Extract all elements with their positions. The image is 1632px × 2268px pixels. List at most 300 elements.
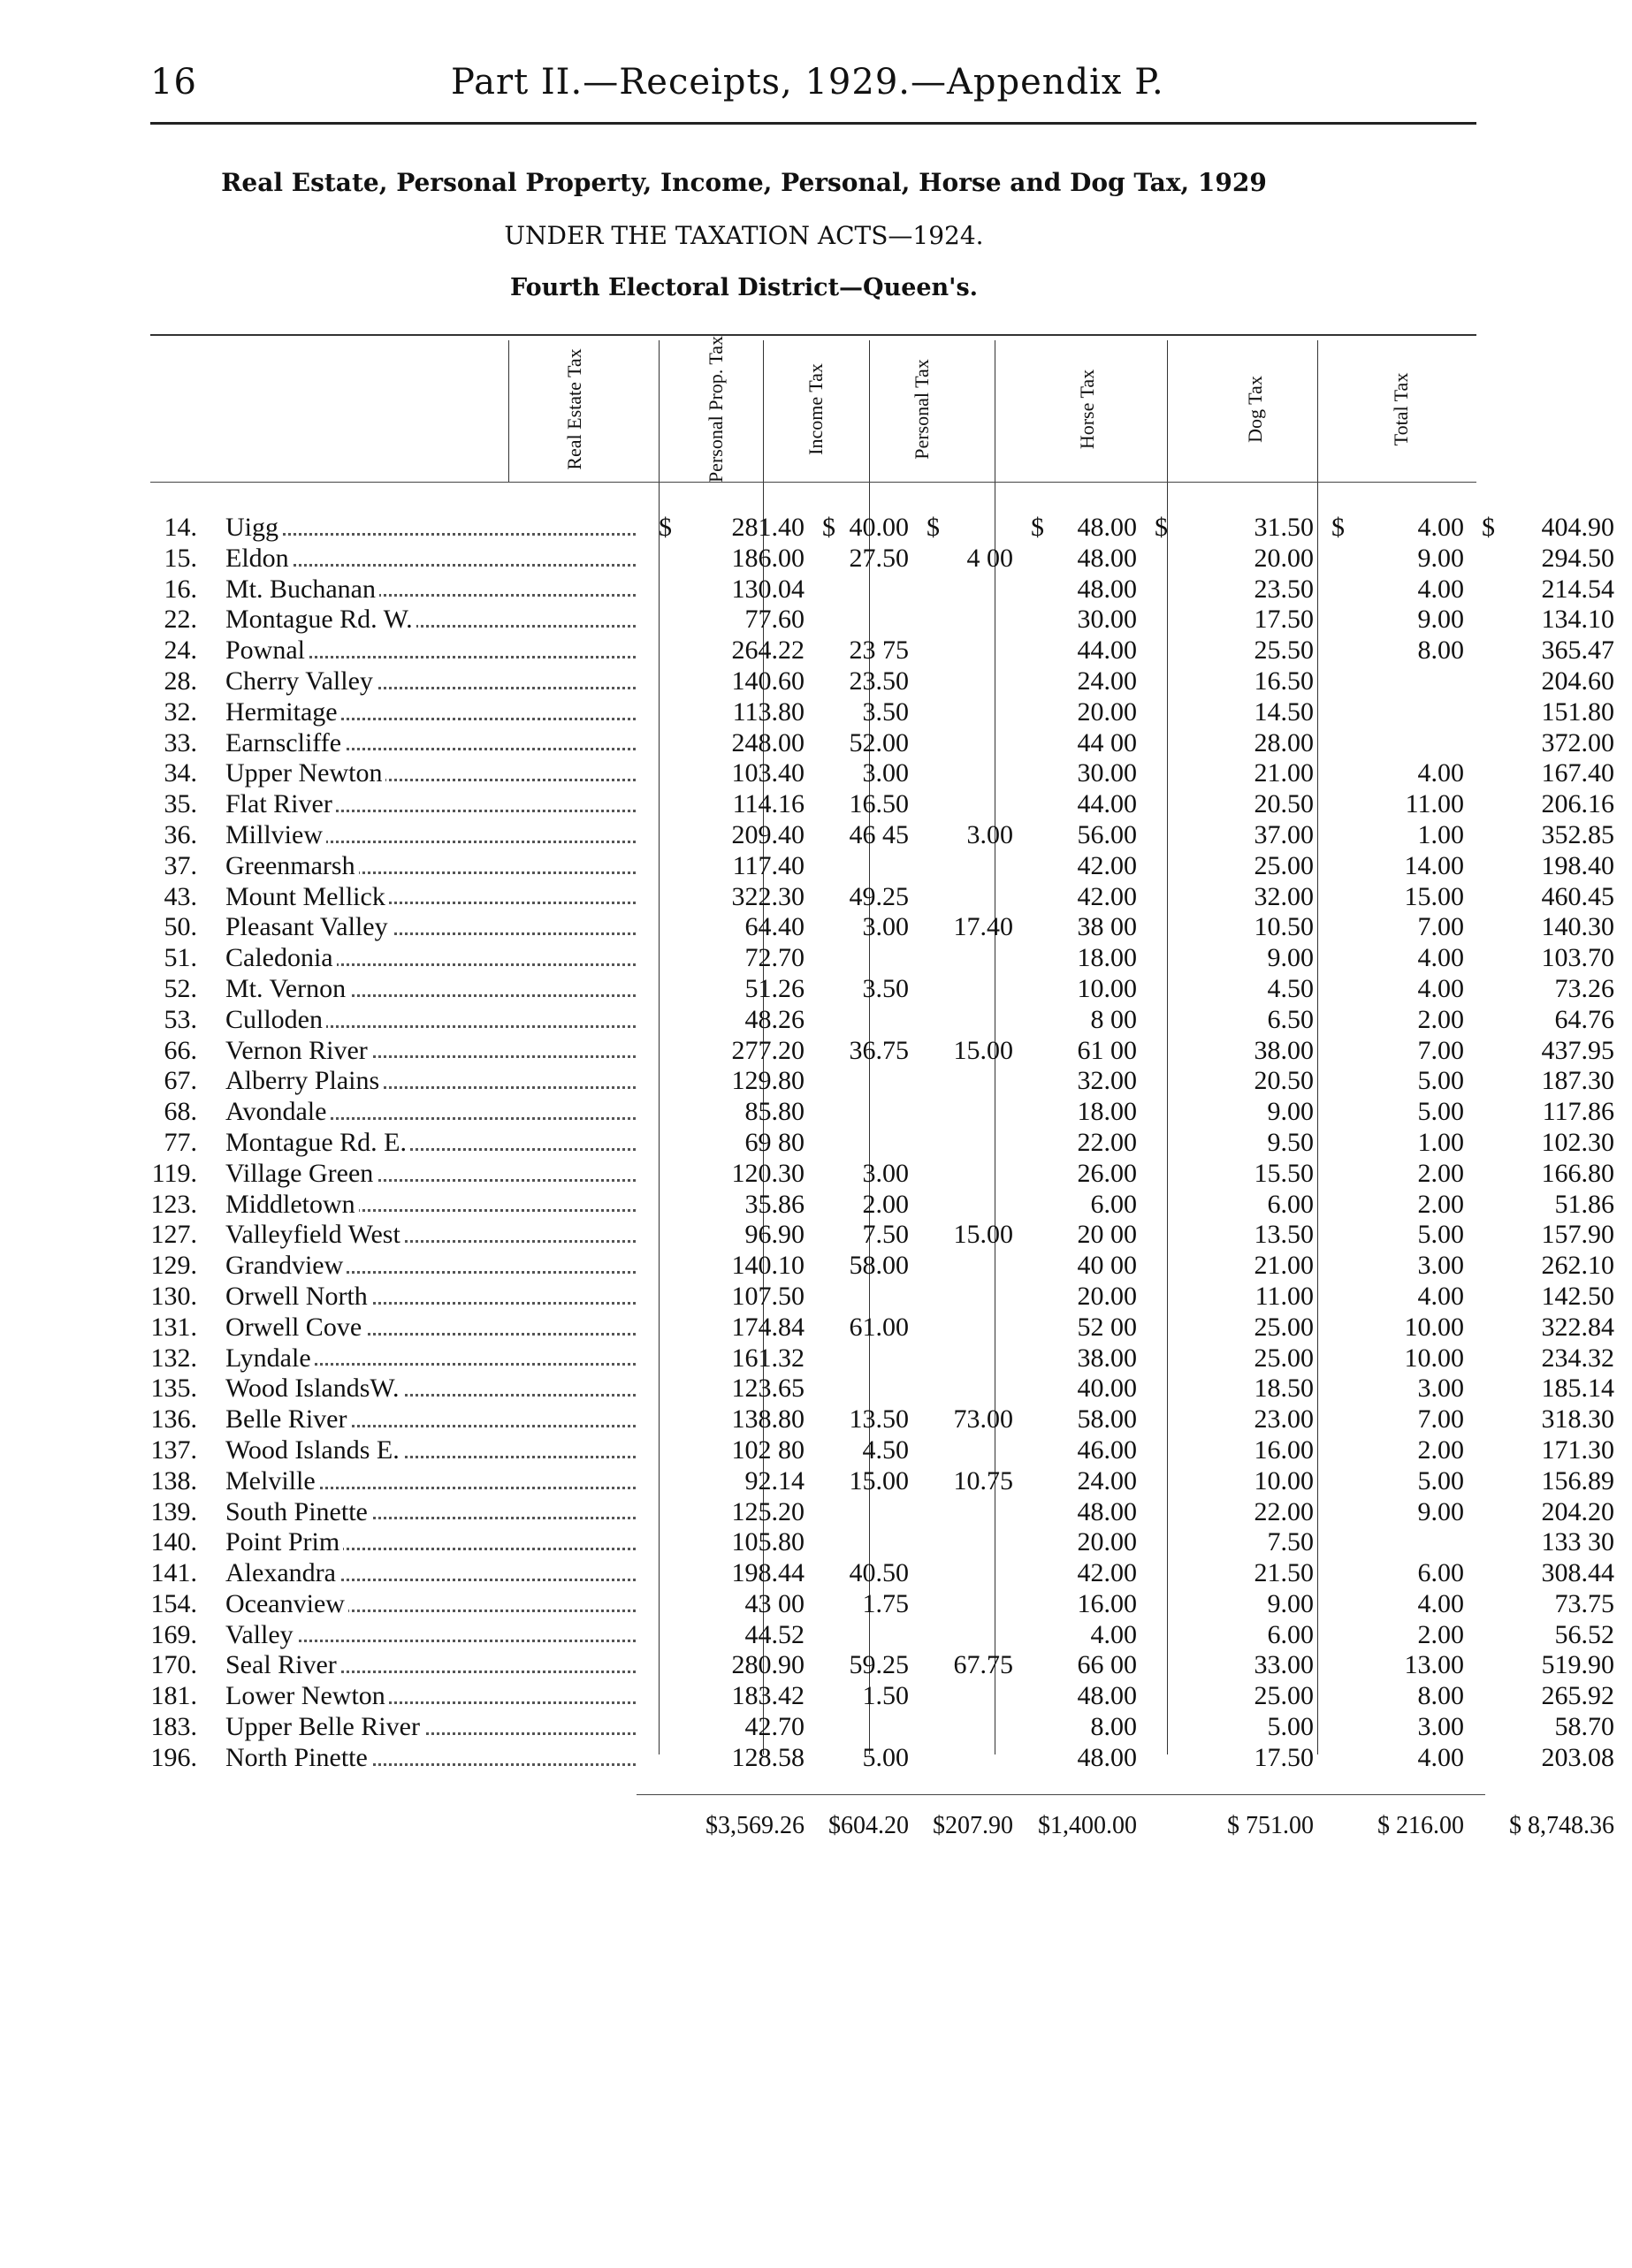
col-header-real-estate: Real Estate Tax (563, 347, 585, 470)
personal-prop-tax: 49.25 (849, 881, 909, 911)
district-name-cell (225, 1558, 641, 1589)
personal-tax: 61 00 (1077, 1035, 1137, 1065)
row-number: 129. (150, 1251, 197, 1281)
total-tax: 322.84 (1541, 1312, 1614, 1342)
district-name: Valleyfield West (225, 1220, 404, 1249)
income-tax: 3.00 (966, 819, 1013, 849)
district-name: Upper Belle River (225, 1712, 423, 1741)
real-estate-tax: 35.86 (744, 1189, 805, 1219)
table-row (146, 1496, 1614, 1528)
district-name-cell (225, 1159, 641, 1190)
table-row (146, 1558, 1614, 1589)
col-divider (508, 340, 509, 482)
row-number: 196. (150, 1742, 197, 1772)
real-estate-tax: 117.40 (732, 850, 805, 880)
row-number: 183. (150, 1712, 197, 1742)
personal-prop-tax: 40.50 (849, 1558, 909, 1588)
table-row (146, 1588, 1614, 1620)
horse-tax: 14.50 (1254, 696, 1314, 727)
table-row (146, 1004, 1614, 1036)
row-number: 132. (150, 1343, 197, 1373)
personal-tax: 26.00 (1077, 1158, 1137, 1188)
personal-tax: 30.00 (1077, 758, 1137, 788)
row-number: 50. (164, 912, 197, 942)
personal-tax: 20.00 (1077, 696, 1137, 727)
district-name-cell (225, 635, 641, 666)
personal-prop-tax: 40.00 (849, 513, 909, 542)
personal-tax: 8 00 (1090, 1004, 1137, 1034)
row-number: 67. (164, 1066, 197, 1096)
table-row (146, 635, 1614, 666)
total-tax: 142.50 (1541, 1281, 1614, 1311)
dog-tax: 4.00 (1417, 574, 1464, 604)
personal-tax: 24.00 (1077, 1465, 1137, 1496)
dollar-sign: $ (1031, 513, 1044, 542)
dog-tax: 4.00 (1417, 1281, 1464, 1311)
personal-prop-tax: 46 45 (849, 819, 909, 849)
horse-tax: 10.50 (1254, 912, 1314, 942)
income-tax: 15.00 (953, 1035, 1013, 1065)
dog-tax: 2.00 (1417, 1004, 1464, 1034)
real-estate-tax: 120.30 (731, 1158, 805, 1188)
total-tax: 103.70 (1541, 943, 1614, 973)
real-estate-tax: 69 80 (744, 1127, 805, 1157)
table-row (146, 1127, 1614, 1159)
real-estate-tax: 92.14 (744, 1465, 805, 1496)
real-estate-tax: 129.80 (731, 1066, 805, 1096)
horse-tax: 16.50 (1254, 666, 1314, 696)
personal-tax: 44 00 (1077, 727, 1137, 757)
personal-tax: 10.00 (1077, 973, 1137, 1003)
horse-tax: 25.00 (1254, 1343, 1314, 1373)
dog-tax: 4.00 (1417, 1742, 1464, 1772)
total-tax: 265.92 (1541, 1681, 1614, 1711)
district-name: Culloden (225, 1005, 326, 1034)
table-row (146, 912, 1614, 943)
personal-prop-tax: 61.00 (849, 1312, 909, 1342)
totals-rule (637, 1794, 1485, 1795)
income-tax: 67.75 (953, 1650, 1013, 1680)
income-tax: 17.40 (953, 912, 1013, 942)
dog-tax: 3.00 (1417, 1712, 1464, 1742)
personal-prop-tax: 7.50 (862, 1220, 909, 1250)
district-name-cell (225, 697, 641, 728)
personal-prop-tax: 3.00 (862, 1158, 909, 1188)
horse-tax: 4.50 (1267, 973, 1314, 1003)
total-tax: 140.30 (1541, 912, 1614, 942)
dog-tax: 5.00 (1417, 1097, 1464, 1127)
district-name: Valley (225, 1620, 297, 1649)
horse-tax: 7.50 (1267, 1527, 1314, 1557)
horse-tax: 17.50 (1254, 605, 1314, 635)
personal-tax: 44.00 (1077, 635, 1137, 666)
real-estate-tax: 186.00 (731, 543, 805, 573)
dog-tax: 7.00 (1417, 912, 1464, 942)
real-estate-tax: 42.70 (744, 1712, 805, 1742)
row-number: 28. (164, 666, 197, 696)
district-name: Pleasant Valley (225, 912, 392, 941)
row-number: 154. (150, 1588, 197, 1618)
table-row (146, 1158, 1614, 1190)
horse-tax: 9.00 (1267, 943, 1314, 973)
total-tax: 204.20 (1541, 1496, 1614, 1526)
row-number: 135. (150, 1374, 197, 1404)
total-tax: 187.30 (1541, 1066, 1614, 1096)
table-row (146, 819, 1614, 851)
total-tax: 318.30 (1541, 1404, 1614, 1435)
dog-tax: 5.00 (1417, 1220, 1464, 1250)
income-tax: 73.00 (953, 1404, 1013, 1435)
personal-tax: 6.00 (1090, 1189, 1137, 1219)
district-name: Avondale (225, 1097, 330, 1126)
total-tax: 117.86 (1542, 1097, 1614, 1127)
table-row (146, 758, 1614, 789)
leader-dots (225, 533, 636, 536)
table-row (146, 850, 1614, 882)
district-name: Montague Rd. W. (225, 605, 416, 634)
dog-tax: 2.00 (1417, 1619, 1464, 1649)
row-number: 33. (164, 727, 197, 757)
district-name: Seal River (225, 1650, 340, 1679)
real-estate-tax: 51.26 (744, 973, 805, 1003)
district-name: Mt. Buchanan (225, 575, 379, 604)
horse-tax: 38.00 (1254, 1035, 1314, 1065)
horse-tax: 25.00 (1254, 850, 1314, 880)
row-number: 169. (150, 1619, 197, 1649)
total-tax: 151.80 (1541, 696, 1614, 727)
real-estate-tax: 277.20 (731, 1035, 805, 1065)
dollar-sign: $ (927, 513, 940, 542)
real-estate-tax: 174.84 (731, 1312, 805, 1342)
total-tax: 134.10 (1541, 605, 1614, 635)
district-title: Fourth Electoral District—Queen's. (509, 274, 979, 301)
table-row (146, 1712, 1614, 1743)
row-number: 22. (164, 605, 197, 635)
district-name: Orwell Cove (225, 1313, 365, 1342)
horse-tax: 25.50 (1254, 635, 1314, 666)
row-number: 136. (150, 1404, 197, 1435)
dog-tax: 2.00 (1417, 1435, 1464, 1465)
horse-tax: 20.00 (1254, 543, 1314, 573)
personal-tax: 66 00 (1077, 1650, 1137, 1680)
real-estate-tax: 130.04 (731, 574, 805, 604)
total-tax: 460.45 (1541, 881, 1614, 911)
total-tax: 198.40 (1541, 850, 1614, 880)
district-name: Grandview (225, 1251, 347, 1280)
district-name: Orwell North (225, 1282, 371, 1311)
district-name-cell (225, 605, 641, 635)
horse-tax: 10.00 (1254, 1465, 1314, 1496)
row-number: 16. (164, 574, 197, 604)
row-number: 139. (150, 1496, 197, 1526)
personal-tax: 46.00 (1077, 1435, 1137, 1465)
personal-tax: 48.00 (1077, 1742, 1137, 1772)
total-tax: 171.30 (1541, 1435, 1614, 1465)
personal-prop-tax: 23.50 (849, 666, 909, 696)
personal-tax: 40.00 (1077, 1374, 1137, 1404)
dog-tax: 1.00 (1417, 1127, 1464, 1157)
table-body (146, 513, 1614, 1774)
horse-tax: 21.00 (1254, 1251, 1314, 1281)
district-name-cell (225, 943, 641, 974)
row-number: 35. (164, 789, 197, 819)
table-row (146, 1251, 1614, 1282)
table-row (146, 1066, 1614, 1097)
personal-tax: 58.00 (1077, 1404, 1137, 1435)
district-name-cell (225, 789, 641, 820)
district-name: Belle River (225, 1404, 350, 1434)
district-name-cell (225, 1435, 641, 1466)
district-name-cell (225, 1497, 641, 1528)
total-tax: 352.85 (1541, 819, 1614, 849)
district-name: Lower Newton (225, 1681, 389, 1710)
personal-prop-tax: 16.50 (849, 789, 909, 819)
total-personal-prop: $604.20 (828, 1812, 909, 1839)
row-number: 137. (150, 1435, 197, 1465)
district-name-cell (225, 758, 641, 789)
district-name: Uigg (225, 513, 282, 542)
district-name: Oceanview (225, 1589, 348, 1618)
table-row (146, 1465, 1614, 1497)
personal-tax: 52 00 (1077, 1312, 1137, 1342)
real-estate-tax: 248.00 (731, 727, 805, 757)
personal-tax: 20.00 (1077, 1281, 1137, 1311)
personal-tax: 42.00 (1077, 881, 1137, 911)
row-number: 138. (150, 1465, 197, 1496)
table-row (146, 789, 1614, 820)
real-estate-tax: 322.30 (731, 881, 805, 911)
district-name: Mt. Vernon (225, 974, 349, 1003)
income-tax: 10.75 (953, 1465, 1013, 1496)
table-row (146, 1435, 1614, 1466)
dog-tax: 4.00 (1417, 758, 1464, 788)
horse-tax: 22.00 (1254, 1496, 1314, 1526)
personal-prop-tax: 3.00 (862, 758, 909, 788)
real-estate-tax: 113.80 (732, 696, 805, 727)
row-number: 68. (164, 1097, 197, 1127)
dog-tax: 5.00 (1417, 1066, 1464, 1096)
row-number: 53. (164, 1004, 197, 1034)
district-name-cell (225, 1620, 641, 1651)
total-tax: 156.89 (1541, 1465, 1614, 1496)
row-number: 77. (164, 1127, 197, 1157)
header-rule (150, 122, 1476, 125)
personal-tax: 20.00 (1077, 1527, 1137, 1557)
horse-tax: 33.00 (1254, 1650, 1314, 1680)
row-number: 123. (150, 1189, 197, 1219)
total-personal: $1,400.00 (1038, 1812, 1137, 1839)
table-row (146, 1404, 1614, 1435)
horse-tax: 9.50 (1267, 1127, 1314, 1157)
personal-prop-tax: 3.50 (862, 973, 909, 1003)
total-tax: 73.26 (1554, 973, 1614, 1003)
district-name-cell (225, 1589, 641, 1620)
table-row (146, 1681, 1614, 1712)
dog-tax: 7.00 (1417, 1404, 1464, 1435)
row-number: 37. (164, 850, 197, 880)
personal-prop-tax: 13.50 (849, 1404, 909, 1435)
district-name-cell (225, 974, 641, 1005)
real-estate-tax: 44.52 (744, 1619, 805, 1649)
district-name-cell (225, 513, 641, 544)
personal-tax: 48.00 (1077, 513, 1137, 542)
running-head: Part II.—Receipts, 1929.—Appendix P. (451, 62, 1164, 103)
row-number: 51. (164, 943, 197, 973)
total-tax: 51.86 (1554, 1189, 1614, 1219)
personal-prop-tax: 3.00 (862, 912, 909, 942)
dollar-sign: $ (1331, 513, 1345, 542)
real-estate-tax: 72.70 (744, 943, 805, 973)
table-row (146, 1619, 1614, 1651)
district-name: Flat River (225, 789, 336, 818)
total-tax: 73.75 (1554, 1588, 1614, 1618)
dog-tax: 9.00 (1417, 543, 1464, 573)
horse-tax: 32.00 (1254, 881, 1314, 911)
real-estate-tax: 85.80 (744, 1097, 805, 1127)
district-name: Alexandra (225, 1558, 339, 1587)
total-tax: 166.80 (1541, 1158, 1614, 1188)
table-row (146, 696, 1614, 728)
table-row (146, 1527, 1614, 1558)
dog-tax: 5.00 (1417, 1465, 1464, 1496)
personal-tax: 8.00 (1090, 1712, 1137, 1742)
table-row (146, 727, 1614, 759)
personal-prop-tax: 2.00 (862, 1189, 909, 1219)
district-name: Upper Newton (225, 758, 385, 788)
total-tax: 404.90 (1541, 513, 1614, 542)
real-estate-tax: 138.80 (731, 1404, 805, 1435)
personal-prop-tax: 5.00 (862, 1742, 909, 1772)
district-name: Wood Islands E. (225, 1435, 403, 1465)
horse-tax: 5.00 (1267, 1712, 1314, 1742)
row-number: 15. (164, 543, 197, 573)
table-row (146, 1220, 1614, 1251)
row-number: 130. (150, 1281, 197, 1311)
table-row (146, 543, 1614, 575)
real-estate-tax: 77.60 (744, 605, 805, 635)
personal-prop-tax: 1.75 (862, 1588, 909, 1618)
district-name-cell (225, 1097, 641, 1128)
personal-prop-tax: 15.00 (849, 1465, 909, 1496)
horse-tax: 31.50 (1254, 513, 1314, 542)
total-tax: 308.44 (1541, 1558, 1614, 1588)
district-name: Greenmarsh (225, 851, 359, 880)
total-tax: 56.52 (1554, 1619, 1614, 1649)
total-tax: 204.60 (1541, 666, 1614, 696)
district-name-cell (225, 1282, 641, 1313)
horse-tax: 23.50 (1254, 574, 1314, 604)
total-tax: 133 30 (1541, 1527, 1614, 1557)
table-row (146, 1281, 1614, 1313)
row-number: 181. (150, 1681, 197, 1711)
personal-prop-tax: 36.75 (849, 1035, 909, 1065)
row-number: 127. (150, 1220, 197, 1250)
real-estate-tax: 105.80 (731, 1527, 805, 1557)
table-row (146, 1374, 1614, 1404)
horse-tax: 23.00 (1254, 1404, 1314, 1435)
total-tax: 167.40 (1541, 758, 1614, 788)
dog-tax: 10.00 (1404, 1343, 1464, 1373)
header-bottom-rule (150, 482, 1476, 483)
total-horse: $ 751.00 (1227, 1812, 1314, 1839)
table-row (146, 605, 1614, 635)
col-header-total: Total Tax (1390, 372, 1412, 445)
district-name: Eldon (225, 544, 293, 573)
district-name-cell (225, 544, 641, 575)
district-name: Earnscliffe (225, 728, 345, 757)
district-name-cell (225, 912, 641, 943)
total-tax: 214.54 (1541, 574, 1614, 604)
real-estate-tax: 102 80 (731, 1435, 805, 1465)
district-name-cell (225, 1343, 641, 1374)
table-row (146, 574, 1614, 605)
personal-tax: 44.00 (1077, 789, 1137, 819)
personal-tax: 20 00 (1077, 1220, 1137, 1250)
total-tax: 203.08 (1541, 1742, 1614, 1772)
total-tax: 185.14 (1541, 1374, 1614, 1404)
district-name-cell (225, 1681, 641, 1712)
dog-tax: 4.00 (1417, 973, 1464, 1003)
dog-tax: 9.00 (1417, 1496, 1464, 1526)
total-tax: 102.30 (1541, 1127, 1614, 1157)
real-estate-tax: 43 00 (744, 1588, 805, 1618)
total-income: $207.90 (933, 1812, 1013, 1839)
personal-tax: 48.00 (1077, 1496, 1137, 1526)
personal-tax: 22.00 (1077, 1127, 1137, 1157)
table-row (146, 513, 1614, 544)
district-name-cell (225, 1313, 641, 1343)
real-estate-tax: 140.60 (731, 666, 805, 696)
district-name-cell (225, 1650, 641, 1681)
horse-tax: 18.50 (1254, 1374, 1314, 1404)
dollar-sign: $ (659, 513, 672, 542)
total-real-estate: $3,569.26 (705, 1812, 805, 1839)
district-name: Caledonia (225, 943, 337, 972)
district-name-cell (225, 1190, 641, 1221)
horse-tax: 17.50 (1254, 1742, 1314, 1772)
horse-tax: 37.00 (1254, 819, 1314, 849)
row-number: 32. (164, 696, 197, 727)
personal-prop-tax: 23 75 (849, 635, 909, 666)
total-tax: 157.90 (1541, 1220, 1614, 1250)
horse-tax: 21.00 (1254, 758, 1314, 788)
row-number: 52. (164, 973, 197, 1003)
personal-tax: 48.00 (1077, 1681, 1137, 1711)
real-estate-tax: 264.22 (731, 635, 805, 666)
dog-tax: 15.00 (1404, 881, 1464, 911)
real-estate-tax: 161.32 (731, 1343, 805, 1373)
dog-tax: 11.00 (1405, 789, 1464, 819)
district-name: Mount Mellick (225, 882, 389, 911)
district-name: Montague Rd. E. (225, 1128, 410, 1157)
total-tax: 372.00 (1541, 727, 1614, 757)
table-row (146, 1742, 1614, 1774)
horse-tax: 25.00 (1254, 1312, 1314, 1342)
real-estate-tax: 140.10 (731, 1251, 805, 1281)
district-name-cell (225, 1128, 641, 1159)
district-name-cell (225, 1066, 641, 1097)
personal-tax: 4.00 (1090, 1619, 1137, 1649)
real-estate-tax: 280.90 (731, 1650, 805, 1680)
total-tax: 294.50 (1541, 543, 1614, 573)
row-number: 141. (150, 1558, 197, 1588)
district-name-cell (225, 1743, 641, 1774)
personal-prop-tax: 4.50 (862, 1435, 909, 1465)
district-name: Wood IslandsW. (225, 1374, 402, 1403)
dog-tax: 2.00 (1417, 1189, 1464, 1219)
row-number: 119. (151, 1158, 197, 1188)
total-tax: 262.10 (1541, 1251, 1614, 1281)
